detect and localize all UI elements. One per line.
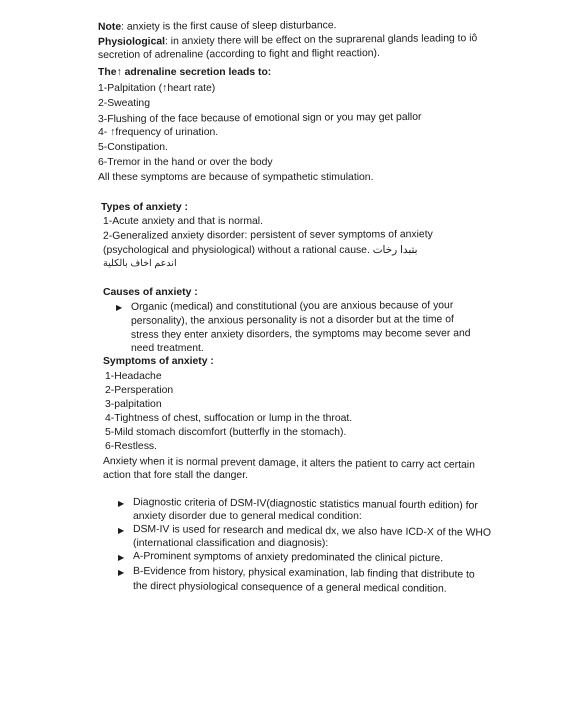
dsm-1-line-1: Diagnostic criteria of DSM-IV(diagnostic statistics manual fourth edition) for bbox=[132, 497, 478, 512]
types-item-2-line-1: 2-Generalized anxiety disorder: persistent of sever symptoms of anxiety bbox=[102, 229, 433, 242]
arabic-note-1: بتبدا رخات bbox=[372, 245, 418, 256]
arabic-note-2: اندعم اخاف بالكلية bbox=[103, 258, 177, 269]
note-text: : anxiety is the first cause of sleep disturbance. bbox=[121, 20, 337, 33]
symptom-item: 4-Tightness of chest, suffocation or lump in the throat. bbox=[105, 413, 353, 424]
arrow-up-icon: ↑ bbox=[162, 83, 168, 94]
types-item-2-text: (psychological and physiological) without a rational cause. bbox=[103, 245, 370, 256]
symptoms-heading: Symptoms of anxiety : bbox=[103, 356, 214, 367]
bullet-icon: ▶ bbox=[118, 499, 125, 508]
physio-symptom-1-pre: 1-Palpitation ( bbox=[98, 83, 163, 94]
causes-line-1: Organic (medical) and constitutional (you are anxious because of your bbox=[130, 300, 454, 313]
causes-line-3: stress they enter anxiety disorders, the symptoms may become sever and bbox=[130, 328, 471, 341]
physio-symptom-6: 6-Tremor in the hand or over the body bbox=[98, 157, 273, 168]
symptom-item: 2-Persperation bbox=[105, 385, 174, 396]
physiological-line-2: secretion of adrenaline (according to fight and flight reaction). bbox=[97, 48, 380, 61]
physiological-text-1: : in anxiety there will be effect on the suprarenal glands leading to bbox=[164, 33, 467, 48]
symptom-item: 6-Restless. bbox=[105, 441, 157, 452]
physiological-tail: iô bbox=[469, 33, 478, 45]
adrenaline-prefix: The bbox=[98, 67, 117, 78]
types-item-1: 1-Acute anxiety and that is normal. bbox=[103, 216, 263, 227]
dsm-4-line-1: B-Evidence from history, physical examination, lab finding that distribute to bbox=[132, 566, 475, 581]
physio-symptom-2: 2-Sweating bbox=[98, 98, 150, 109]
bullet-icon: ▶ bbox=[116, 303, 123, 312]
dsm-2-line-1: DSM-IV is used for research and medical dx, we also have ICD-X of the WHO bbox=[132, 524, 492, 539]
dsm-1-line-2: anxiety disorder due to general medical condition: bbox=[133, 511, 362, 522]
symptom-item: 3-palpitation bbox=[105, 399, 162, 410]
physio-symptom-4-pre: 4- bbox=[98, 127, 111, 138]
physio-symptom-1 bbox=[98, 82, 215, 95]
types-heading: Types of anxiety : bbox=[101, 202, 188, 213]
physiological-line-1 bbox=[98, 32, 477, 49]
types-item-2-line-2 bbox=[103, 244, 418, 257]
adrenaline-heading bbox=[98, 66, 271, 79]
arrow-up-icon: ↑ bbox=[110, 127, 116, 138]
bullet-icon: ▶ bbox=[118, 568, 125, 577]
symptom-item: 5-Mild stomach discomfort (butterfly in the stomach). bbox=[105, 427, 347, 438]
physio-symptom-1-post: heart rate) bbox=[167, 83, 216, 94]
causes-line-2: personality), the anxious personality is not a disorder but at the time of bbox=[130, 314, 454, 327]
physiological-label: Physiological bbox=[97, 36, 166, 48]
causes-heading: Causes of anxiety : bbox=[103, 287, 198, 298]
dsm-4-line-2: the direct physiological consequence of a general medical condition. bbox=[132, 581, 447, 595]
physio-symptom-4 bbox=[98, 126, 218, 139]
note-label: Note bbox=[97, 21, 122, 33]
sympathetic-line: All these symptoms are because of sympathetic stimulation. bbox=[98, 172, 374, 183]
symptom-item: 1-Headache bbox=[105, 371, 162, 382]
physio-symptom-4-post: frequency of urination. bbox=[115, 127, 219, 138]
damage-note-line-2: action that fore stall the danger. bbox=[103, 470, 248, 481]
bullet-icon: ▶ bbox=[118, 526, 125, 535]
adrenaline-text: adrenaline secretion leads to: bbox=[124, 67, 272, 78]
note-line bbox=[98, 19, 337, 34]
dsm-2-line-2: (international classification and diagnosis): bbox=[133, 538, 329, 549]
causes-line-4: need treatment. bbox=[131, 343, 204, 354]
arrow-up-icon: ↑ bbox=[116, 67, 122, 78]
bullet-icon: ▶ bbox=[118, 553, 125, 562]
physio-symptom-3: 3-Flushing of the face because of emotional sign or you may get pallor bbox=[97, 111, 422, 126]
physio-symptom-5: 5-Constipation. bbox=[98, 142, 168, 153]
dsm-3-line-1: A-Prominent symptoms of anxiety predominated the clinical picture. bbox=[132, 551, 444, 565]
damage-note-line-1: Anxiety when it is normal prevent damage, it alters the patient to carry act certain bbox=[102, 456, 475, 471]
